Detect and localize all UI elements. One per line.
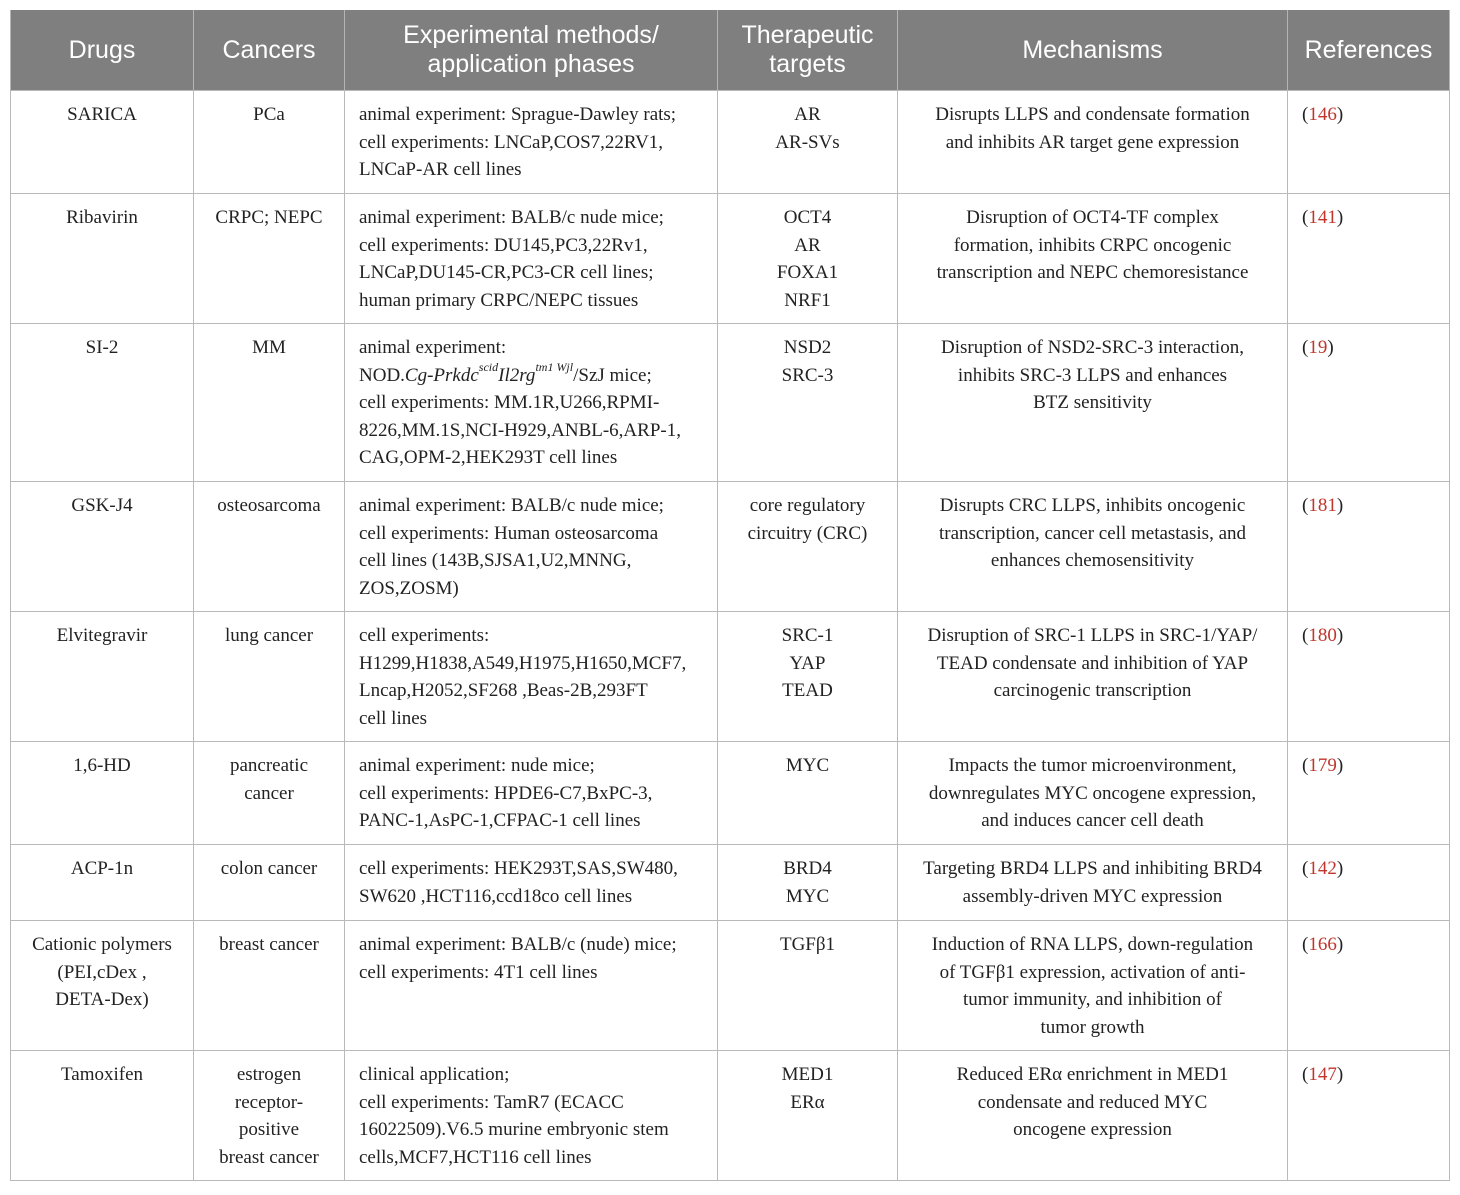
targets-cell: BRD4 MYC: [718, 845, 898, 921]
table-row: [11, 612, 1450, 742]
drug-cell: Ribavirin: [11, 194, 194, 324]
table-row: [11, 845, 1450, 921]
methods-cell: animal experiment: BALB/c nude mice; cell experiments: Human osteosarcoma cell lines (143B,SJSA1,U2,MNNG, ZOS,ZOSM): [345, 482, 718, 612]
reference-link[interactable]: 141: [1308, 207, 1337, 228]
reference-link[interactable]: 147: [1308, 1064, 1337, 1085]
methods-cell: animal experiment: nude mice; cell experiments: HPDE6-C7,BxPC-3, PANC-1,AsPC-1,CFPAC-1 cell lines: [345, 742, 718, 845]
mechanism-cell: Impacts the tumor microenvironment, downregulates MYC oncogene expression, and induces cancer cell death: [898, 742, 1288, 845]
reference-cell: (147): [1288, 1051, 1450, 1181]
mechanism-cell: Disrupts LLPS and condensate formation and inhibits AR target gene expression: [898, 91, 1288, 194]
methods-cell: animal experiment: BALB/c nude mice; cell experiments: DU145,PC3,22Rv1, LNCaP,DU145-CR,PC3-CR cell lines; human primary CRPC/NEPC tissues: [345, 194, 718, 324]
methods-cell: cell experiments: H1299,H1838,A549,H1975,H1650,MCF7, Lncap,H2052,SF268 ,Beas-2B,293FT cell lines: [345, 612, 718, 742]
reference-link[interactable]: 181: [1308, 495, 1337, 516]
header-mechanisms: Mechanisms: [898, 10, 1288, 91]
targets-cell: SRC-1 YAP TEAD: [718, 612, 898, 742]
reference-link[interactable]: 179: [1308, 755, 1337, 776]
table-row: [11, 482, 1450, 612]
methods-cell: animal experiment: BALB/c (nude) mice; cell experiments: 4T1 cell lines: [345, 921, 718, 1051]
cancer-cell: colon cancer: [194, 845, 345, 921]
table-row: [11, 324, 1450, 482]
drug-cell: SI-2: [11, 324, 194, 482]
drug-cell: Cationic polymers (PEI,cDex , DETA-Dex): [11, 921, 194, 1051]
reference-link[interactable]: 166: [1308, 934, 1337, 955]
mechanism-cell: Disruption of NSD2-SRC-3 interaction, inhibits SRC-3 LLPS and enhances BTZ sensitivity: [898, 324, 1288, 482]
header-targets: Therapeutic targets: [718, 10, 898, 91]
header-methods: Experimental methods/ application phases: [345, 10, 718, 91]
targets-cell: OCT4 AR FOXA1 NRF1: [718, 194, 898, 324]
targets-cell: core regulatory circuitry (CRC): [718, 482, 898, 612]
drug-cell: Tamoxifen: [11, 1051, 194, 1181]
mechanism-cell: Reduced ERα enrichment in MED1 condensate and reduced MYC oncogene expression: [898, 1051, 1288, 1181]
reference-link[interactable]: 142: [1308, 858, 1337, 879]
table-row: [11, 1051, 1450, 1181]
table-row: [11, 194, 1450, 324]
targets-cell: TGFβ1: [718, 921, 898, 1051]
drug-cell: ACP-1n: [11, 845, 194, 921]
reference-cell: (142): [1288, 845, 1450, 921]
methods-cell: animal experiment: Sprague-Dawley rats; cell experiments: LNCaP,COS7,22RV1, LNCaP-AR cell lines: [345, 91, 718, 194]
methods-cell: clinical application; cell experiments: TamR7 (ECACC 16022509).V6.5 murine embryonic stem cells,MCF7,HCT116 cell lines: [345, 1051, 718, 1181]
reference-cell: (166): [1288, 921, 1450, 1051]
reference-link[interactable]: 146: [1308, 104, 1337, 125]
header-references: References: [1288, 10, 1450, 91]
mechanism-cell: Induction of RNA LLPS, down-regulation of TGFβ1 expression, activation of anti- tumor immunity, and inhibition of tumor growth: [898, 921, 1288, 1051]
cancer-cell: PCa: [194, 91, 345, 194]
cancer-cell: osteosarcoma: [194, 482, 345, 612]
methods-cell: animal experiment: $NOD.Cg-Prkdc^{scid}Il2rg^{tm1 Wjl}$/SzJ mice; cell experiments: MM.1R,U266,RPMI- 8226,MM.1S,NCI-H929,ANBL-6,ARP-1, CAG,OPM-2,HEK293T cell lines: [345, 324, 718, 482]
header-row: [11, 10, 1450, 91]
drug-cell: 1,6-HD: [11, 742, 194, 845]
header-cancers: Cancers: [194, 10, 345, 91]
cancer-cell: CRPC; NEPC: [194, 194, 345, 324]
reference-cell: (19): [1288, 324, 1450, 482]
drug-table: [10, 10, 1450, 1181]
reference-cell: (179): [1288, 742, 1450, 845]
cancer-cell: pancreatic cancer: [194, 742, 345, 845]
table-row: [11, 91, 1450, 194]
reference-cell: (146): [1288, 91, 1450, 194]
mechanism-cell: Targeting BRD4 LLPS and inhibiting BRD4 assembly-driven MYC expression: [898, 845, 1288, 921]
reference-cell: (181): [1288, 482, 1450, 612]
drug-cell: GSK-J4: [11, 482, 194, 612]
mechanism-cell: Disruption of SRC-1 LLPS in SRC-1/YAP/ TEAD condensate and inhibition of YAP carcinogenic transcription: [898, 612, 1288, 742]
drug-cell: Elvitegravir: [11, 612, 194, 742]
mechanism-cell: Disrupts CRC LLPS, inhibits oncogenic transcription, cancer cell metastasis, and enhances chemosensitivity: [898, 482, 1288, 612]
cancer-cell: breast cancer: [194, 921, 345, 1051]
table-row: [11, 742, 1450, 845]
reference-link[interactable]: 180: [1308, 625, 1337, 646]
targets-cell: AR AR-SVs: [718, 91, 898, 194]
targets-cell: MYC: [718, 742, 898, 845]
cancer-cell: estrogen receptor- positive breast cancer: [194, 1051, 345, 1181]
reference-cell: (141): [1288, 194, 1450, 324]
reference-cell: (180): [1288, 612, 1450, 742]
targets-cell: MED1 ERα: [718, 1051, 898, 1181]
drug-table-container: [10, 10, 1449, 1181]
reference-link[interactable]: 19: [1308, 337, 1328, 358]
cancer-cell: lung cancer: [194, 612, 345, 742]
mechanism-cell: Disruption of OCT4-TF complex formation, inhibits CRPC oncogenic transcription and NEPC chemoresistance: [898, 194, 1288, 324]
methods-cell: cell experiments: HEK293T,SAS,SW480, SW620 ,HCT116,ccd18co cell lines: [345, 845, 718, 921]
table-row: [11, 921, 1450, 1051]
drug-cell: SARICA: [11, 91, 194, 194]
targets-cell: NSD2 SRC-3: [718, 324, 898, 482]
cancer-cell: MM: [194, 324, 345, 482]
header-drugs: Drugs: [11, 10, 194, 91]
